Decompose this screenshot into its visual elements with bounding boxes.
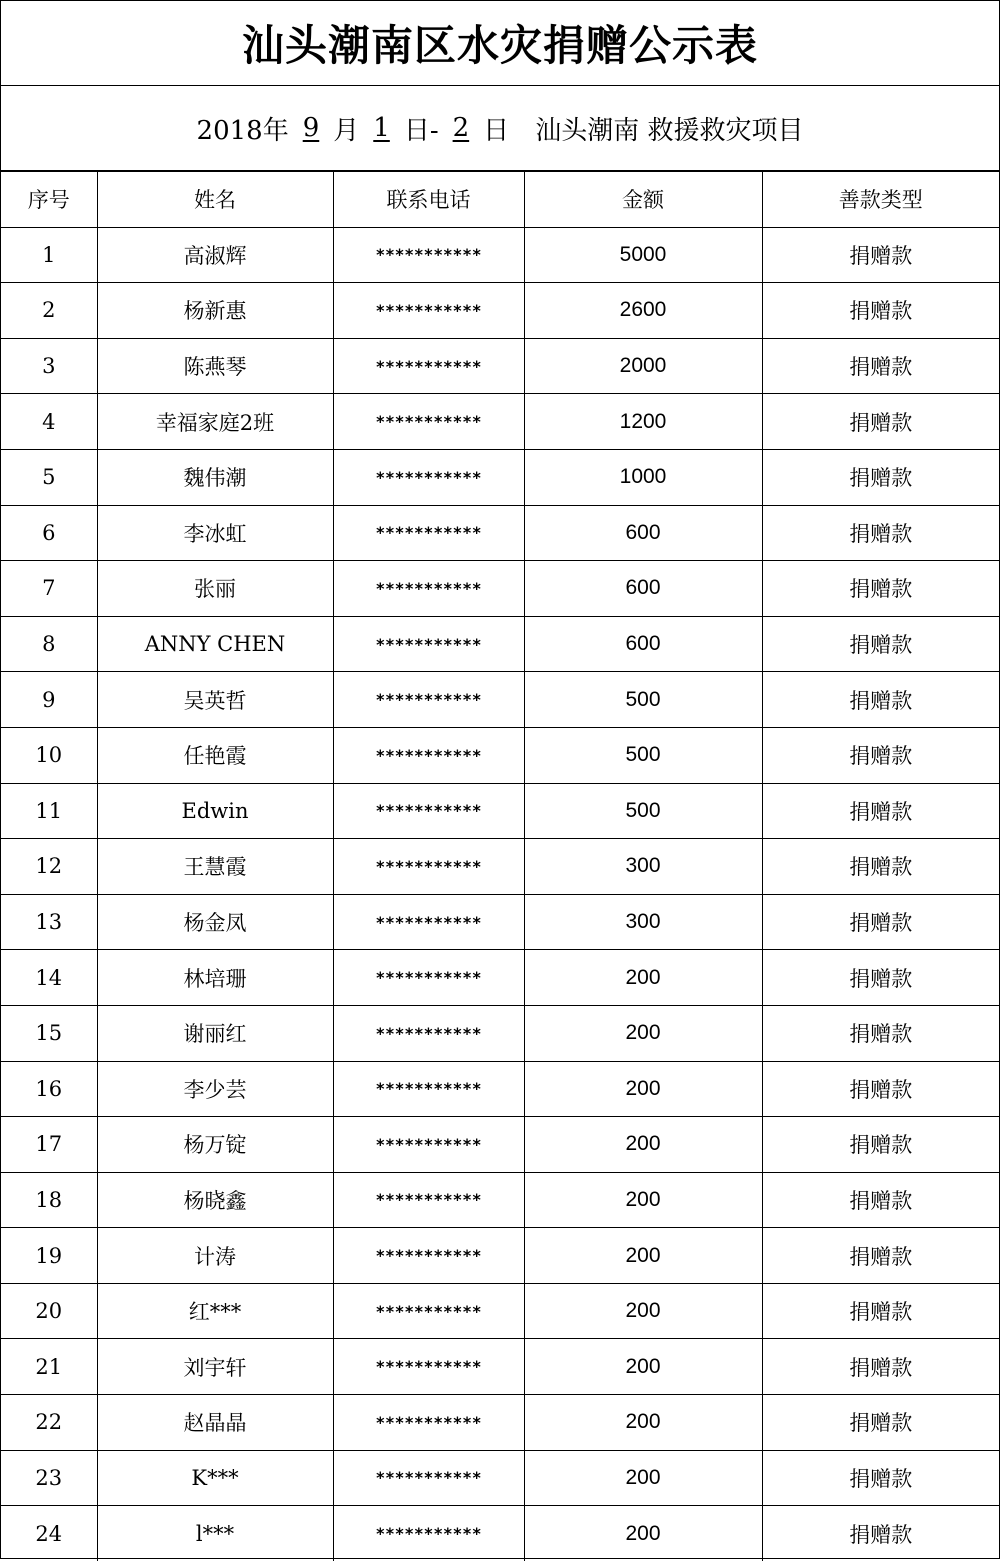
cell-type: 捐赠款 [762,1395,999,1451]
cell-type: 捐赠款 [762,950,999,1006]
cell-type: 捐赠款 [762,1117,999,1173]
cell-amount: 300 [524,839,762,895]
cell-seq: 6 [1,505,97,561]
cell-seq: 16 [1,1061,97,1117]
cell-phone: *********** [333,616,524,672]
cell-seq: 22 [1,1395,97,1451]
cell-seq: 19 [1,1228,97,1284]
cell-name: 吴英哲 [97,672,333,728]
cell-seq: 20 [1,1283,97,1339]
cell-amount: 200 [524,1395,762,1451]
cell-type: 捐赠款 [762,338,999,394]
cell-name: 李少芸 [97,1061,333,1117]
cell-amount: 1000 [524,449,762,505]
cell-amount: 600 [524,505,762,561]
cell-name: 陈燕琴 [97,338,333,394]
table-row [1,616,999,672]
cell-seq: 10 [1,727,97,783]
header-amount: 金额 [524,172,762,228]
cell-amount: 600 [524,561,762,617]
cell-type: 捐赠款 [762,783,999,839]
cell-amount: 200 [524,1172,762,1228]
cell-name: 高淑辉 [97,227,333,283]
cell-amount: 200 [524,1061,762,1117]
cell-phone: *********** [333,1172,524,1228]
cell-amount: 2000 [524,338,762,394]
cell-amount: 200 [524,950,762,1006]
cell-type: 捐赠款 [762,1506,999,1561]
date-project-line [1,86,999,171]
cell-phone: *********** [333,505,524,561]
cell-name: 王慧霞 [97,839,333,895]
table-row [1,338,999,394]
cell-name: 杨金凤 [97,894,333,950]
cell-name: 红*** [97,1283,333,1339]
table-row [1,1283,999,1339]
cell-phone: *********** [333,783,524,839]
cell-amount: 200 [524,1117,762,1173]
cell-seq: 13 [1,894,97,950]
subtitle-day-sep: 日- [403,115,439,146]
cell-seq: 21 [1,1339,97,1395]
table-row [1,1061,999,1117]
cell-amount: 500 [524,727,762,783]
cell-seq: 7 [1,561,97,617]
table-row [1,1117,999,1173]
cell-type: 捐赠款 [762,616,999,672]
cell-name: 任艳霞 [97,727,333,783]
subtitle-month: 9 [302,113,320,143]
cell-seq: 11 [1,783,97,839]
cell-amount: 200 [524,1283,762,1339]
cell-seq: 23 [1,1450,97,1506]
cell-name: 刘宇轩 [97,1339,333,1395]
cell-phone: *********** [333,894,524,950]
cell-seq: 17 [1,1117,97,1173]
cell-amount: 500 [524,783,762,839]
cell-phone: *********** [333,1228,524,1284]
table-row [1,1506,999,1561]
cell-phone: *********** [333,1339,524,1395]
cell-type: 捐赠款 [762,894,999,950]
table-row [1,283,999,339]
cell-type: 捐赠款 [762,1228,999,1284]
cell-name: 林培珊 [97,950,333,1006]
cell-amount: 1200 [524,394,762,450]
cell-phone: *********** [333,950,524,1006]
cell-name: l*** [97,1506,333,1561]
cell-amount: 200 [524,1450,762,1506]
cell-type: 捐赠款 [762,1005,999,1061]
cell-phone: *********** [333,672,524,728]
table-body [1,227,999,1561]
cell-type: 捐赠款 [762,1283,999,1339]
cell-phone: *********** [333,561,524,617]
cell-name: Edwin [97,783,333,839]
subtitle-day-unit: 日 [483,115,510,146]
cell-type: 捐赠款 [762,449,999,505]
cell-name: 杨新惠 [97,283,333,339]
table-row [1,672,999,728]
cell-amount: 200 [524,1005,762,1061]
cell-seq: 24 [1,1506,97,1561]
header-seq: 序号 [1,172,97,228]
subtitle-year: 2018年 [196,115,289,146]
cell-seq: 14 [1,950,97,1006]
table-row [1,727,999,783]
table-row [1,839,999,895]
cell-seq: 2 [1,283,97,339]
table-row [1,394,999,450]
cell-type: 捐赠款 [762,839,999,895]
cell-type: 捐赠款 [762,1339,999,1395]
cell-phone: *********** [333,1283,524,1339]
cell-type: 捐赠款 [762,505,999,561]
subtitle-day-end: 2 [452,113,470,143]
cell-seq: 12 [1,839,97,895]
cell-phone: *********** [333,727,524,783]
cell-phone: *********** [333,227,524,283]
cell-amount: 200 [524,1339,762,1395]
cell-seq: 3 [1,338,97,394]
cell-name: ANNY CHEN [97,616,333,672]
cell-phone: *********** [333,1506,524,1561]
header-phone: 联系电话 [333,172,524,228]
cell-name: 杨晓鑫 [97,1172,333,1228]
table-row [1,505,999,561]
cell-phone: *********** [333,283,524,339]
cell-phone: *********** [333,394,524,450]
cell-name: 幸福家庭2班 [97,394,333,450]
cell-seq: 18 [1,1172,97,1228]
cell-seq: 5 [1,449,97,505]
cell-amount: 200 [524,1506,762,1561]
table-row [1,227,999,283]
donation-table [1,171,999,1561]
cell-amount: 600 [524,616,762,672]
cell-name: 魏伟潮 [97,449,333,505]
cell-type: 捐赠款 [762,561,999,617]
cell-amount: 5000 [524,227,762,283]
table-header-row [1,172,999,228]
cell-type: 捐赠款 [762,1172,999,1228]
page-title: 汕头潮南区水灾捐赠公示表 [1,1,999,86]
table-row [1,1395,999,1451]
cell-name: 赵晶晶 [97,1395,333,1451]
cell-seq: 15 [1,1005,97,1061]
cell-type: 捐赠款 [762,1450,999,1506]
cell-name: 谢丽红 [97,1005,333,1061]
subtitle-month-unit: 月 [333,115,360,146]
cell-seq: 1 [1,227,97,283]
cell-type: 捐赠款 [762,727,999,783]
cell-amount: 200 [524,1228,762,1284]
table-row [1,561,999,617]
cell-amount: 2600 [524,283,762,339]
cell-phone: *********** [333,1061,524,1117]
cell-name: 张丽 [97,561,333,617]
table-row [1,1339,999,1395]
cell-amount: 300 [524,894,762,950]
subtitle-day-start: 1 [373,113,390,143]
table-row [1,1228,999,1284]
cell-type: 捐赠款 [762,227,999,283]
table-row [1,1005,999,1061]
cell-phone: *********** [333,1117,524,1173]
cell-type: 捐赠款 [762,672,999,728]
table-row [1,783,999,839]
cell-name: 李冰虹 [97,505,333,561]
table-row [1,950,999,1006]
table-row [1,1450,999,1506]
cell-seq: 8 [1,616,97,672]
cell-phone: *********** [333,1395,524,1451]
cell-type: 捐赠款 [762,283,999,339]
cell-type: 捐赠款 [762,394,999,450]
cell-seq: 4 [1,394,97,450]
cell-phone: *********** [333,839,524,895]
cell-phone: *********** [333,449,524,505]
cell-amount: 500 [524,672,762,728]
table-row [1,894,999,950]
cell-phone: *********** [333,338,524,394]
cell-name: K*** [97,1450,333,1506]
table-row [1,1172,999,1228]
header-name: 姓名 [97,172,333,228]
cell-name: 杨万锭 [97,1117,333,1173]
cell-name: 计涛 [97,1228,333,1284]
cell-seq: 9 [1,672,97,728]
header-type: 善款类型 [762,172,999,228]
cell-phone: *********** [333,1450,524,1506]
cell-phone: *********** [333,1005,524,1061]
cell-type: 捐赠款 [762,1061,999,1117]
subtitle-project: 汕头潮南 救援救灾项目 [535,115,804,146]
table-row [1,449,999,505]
